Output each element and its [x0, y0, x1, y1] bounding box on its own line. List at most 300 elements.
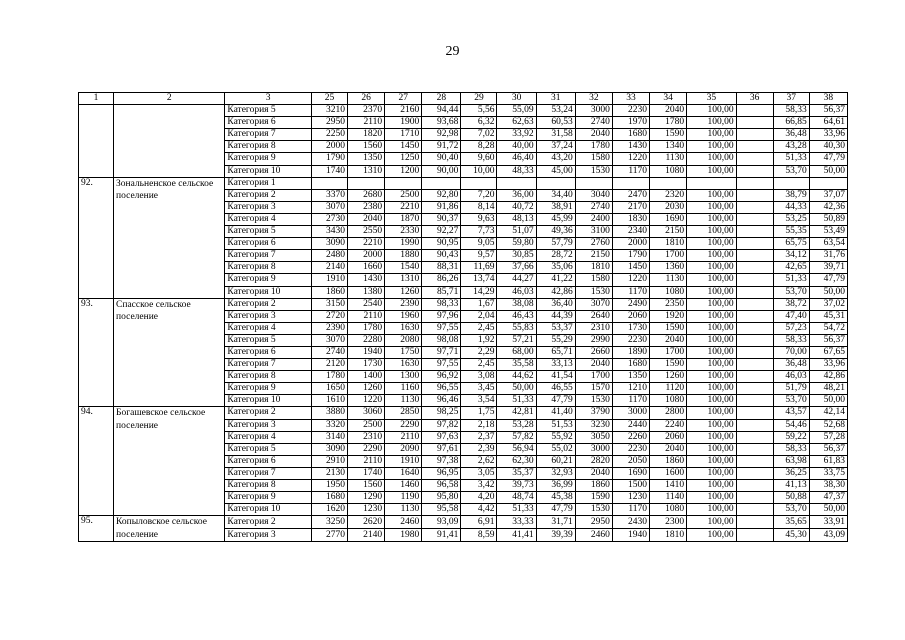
- value-cell: 100,00: [687, 226, 736, 238]
- value-cell: 1260: [650, 371, 687, 383]
- value-cell: 48,33: [497, 165, 536, 177]
- value-cell: 1140: [650, 492, 687, 504]
- value-cell: 53,70: [773, 286, 809, 298]
- value-cell: 1580: [575, 153, 612, 165]
- value-cell: 9,05: [461, 238, 497, 250]
- value-cell: 33,75: [809, 467, 847, 479]
- value-cell: 41,40: [536, 407, 575, 419]
- column-header: 32: [575, 93, 612, 105]
- value-cell: 9,63: [461, 213, 497, 225]
- value-cell: 98,08: [422, 334, 461, 346]
- value-cell: 61,83: [809, 455, 847, 467]
- value-cell: 1640: [385, 467, 422, 479]
- value-cell: [736, 334, 773, 346]
- value-cell: [736, 129, 773, 141]
- category-cell: Категория 6: [225, 238, 312, 250]
- value-cell: 43,57: [773, 407, 809, 419]
- value-cell: 54,72: [809, 322, 847, 334]
- value-cell: 2040: [650, 443, 687, 455]
- value-cell: 2040: [348, 213, 385, 225]
- value-cell: 2230: [612, 105, 649, 117]
- value-cell: 100,00: [687, 407, 736, 419]
- value-cell: 1680: [311, 492, 347, 504]
- value-cell: 1810: [575, 262, 612, 274]
- value-cell: 41,41: [497, 529, 536, 542]
- value-cell: 1300: [385, 371, 422, 383]
- value-cell: 3000: [575, 105, 612, 117]
- value-cell: 100,00: [687, 359, 736, 371]
- value-cell: [385, 177, 422, 189]
- value-cell: 92,98: [422, 129, 461, 141]
- value-cell: 88,31: [422, 262, 461, 274]
- value-cell: 1450: [612, 262, 649, 274]
- value-cell: 2460: [385, 516, 422, 529]
- value-cell: 33,96: [809, 129, 847, 141]
- value-cell: 2550: [348, 226, 385, 238]
- value-cell: 1650: [311, 383, 347, 395]
- category-cell: Категория 5: [225, 105, 312, 117]
- value-cell: 53,70: [773, 504, 809, 516]
- column-header: 31: [536, 93, 575, 105]
- value-cell: 50,89: [809, 213, 847, 225]
- value-cell: 97,61: [422, 443, 461, 455]
- value-cell: 1350: [348, 153, 385, 165]
- value-cell: 2240: [650, 419, 687, 431]
- value-cell: [736, 177, 773, 189]
- value-cell: 1910: [385, 455, 422, 467]
- column-header: 25: [311, 93, 347, 105]
- value-cell: 55,02: [536, 443, 575, 455]
- value-cell: [497, 177, 536, 189]
- value-cell: 51,33: [497, 395, 536, 407]
- value-cell: 50,00: [497, 383, 536, 395]
- value-cell: 2000: [311, 141, 347, 153]
- value-cell: 68,00: [497, 346, 536, 358]
- value-cell: [461, 177, 497, 189]
- value-cell: 2000: [348, 250, 385, 262]
- column-header: 28: [422, 93, 461, 105]
- value-cell: [736, 213, 773, 225]
- category-cell: Категория 4: [225, 431, 312, 443]
- value-cell: 1740: [311, 165, 347, 177]
- value-cell: 36,00: [497, 189, 536, 201]
- value-cell: 39,39: [536, 529, 575, 542]
- value-cell: 2040: [650, 105, 687, 117]
- value-cell: [736, 274, 773, 286]
- value-cell: 2470: [612, 189, 649, 201]
- value-cell: 1710: [385, 129, 422, 141]
- value-cell: 11,69: [461, 262, 497, 274]
- column-header: 33: [612, 93, 649, 105]
- value-cell: 98,25: [422, 407, 461, 419]
- value-cell: 1870: [385, 213, 422, 225]
- value-cell: 2620: [348, 516, 385, 529]
- value-cell: 100,00: [687, 153, 736, 165]
- category-cell: Категория 5: [225, 226, 312, 238]
- value-cell: 43,28: [773, 141, 809, 153]
- value-cell: 8,28: [461, 141, 497, 153]
- value-cell: 100,00: [687, 383, 736, 395]
- value-cell: 50,00: [809, 286, 847, 298]
- value-cell: 65,75: [773, 238, 809, 250]
- value-cell: 1680: [612, 129, 649, 141]
- value-cell: [736, 238, 773, 250]
- value-cell: 1350: [612, 371, 649, 383]
- column-header: 29: [461, 93, 497, 105]
- value-cell: 42,86: [536, 286, 575, 298]
- value-cell: 1170: [612, 504, 649, 516]
- value-cell: 6,91: [461, 516, 497, 529]
- value-cell: 3230: [575, 419, 612, 431]
- value-cell: 44,39: [536, 310, 575, 322]
- value-cell: 8,14: [461, 201, 497, 213]
- value-cell: 90,95: [422, 238, 461, 250]
- value-cell: 1080: [650, 504, 687, 516]
- category-cell: Категория 3: [225, 419, 312, 431]
- category-cell: Категория 5: [225, 443, 312, 455]
- value-cell: 2080: [385, 334, 422, 346]
- category-cell: Категория 7: [225, 129, 312, 141]
- value-cell: 100,00: [687, 443, 736, 455]
- value-cell: 1920: [650, 310, 687, 322]
- value-cell: 100,00: [687, 213, 736, 225]
- value-cell: 2060: [612, 310, 649, 322]
- value-cell: 1080: [650, 165, 687, 177]
- category-cell: Категория 10: [225, 395, 312, 407]
- value-cell: 1540: [385, 262, 422, 274]
- value-cell: [736, 226, 773, 238]
- category-cell: Категория 4: [225, 213, 312, 225]
- category-cell: Категория 2: [225, 189, 312, 201]
- value-cell: 53,24: [536, 105, 575, 117]
- value-cell: 57,21: [497, 334, 536, 346]
- value-cell: 3430: [311, 226, 347, 238]
- value-cell: 7,20: [461, 189, 497, 201]
- value-cell: 1830: [612, 213, 649, 225]
- value-cell: 2110: [348, 310, 385, 322]
- value-cell: 3140: [311, 431, 347, 443]
- value-cell: 1890: [612, 346, 649, 358]
- value-cell: 1910: [311, 274, 347, 286]
- value-cell: 1160: [385, 383, 422, 395]
- value-cell: 1790: [612, 250, 649, 262]
- value-cell: [736, 262, 773, 274]
- value-cell: 58,33: [773, 334, 809, 346]
- category-cell: Категория 2: [225, 516, 312, 529]
- value-cell: 53,25: [773, 213, 809, 225]
- value-cell: 2050: [612, 455, 649, 467]
- value-cell: 1610: [311, 395, 347, 407]
- settlement-index: [79, 105, 114, 178]
- value-cell: 2440: [612, 419, 649, 431]
- value-cell: 1560: [348, 480, 385, 492]
- value-cell: 45,31: [809, 310, 847, 322]
- table-row: [79, 407, 848, 419]
- value-cell: 46,55: [536, 383, 575, 395]
- value-cell: 4,20: [461, 492, 497, 504]
- value-cell: 100,00: [687, 105, 736, 117]
- value-cell: 2290: [385, 419, 422, 431]
- category-cell: Категория 8: [225, 480, 312, 492]
- value-cell: 70,00: [773, 346, 809, 358]
- value-cell: 3070: [311, 201, 347, 213]
- value-cell: 50,00: [809, 504, 847, 516]
- value-cell: 93,09: [422, 516, 461, 529]
- value-cell: 37,24: [536, 141, 575, 153]
- category-cell: Категория 7: [225, 359, 312, 371]
- value-cell: 1530: [575, 395, 612, 407]
- value-cell: 40,72: [497, 201, 536, 213]
- value-cell: 2250: [311, 129, 347, 141]
- value-cell: 2500: [385, 189, 422, 201]
- value-cell: 2740: [311, 346, 347, 358]
- table-row: [79, 298, 848, 310]
- value-cell: 97,55: [422, 359, 461, 371]
- value-cell: [348, 177, 385, 189]
- value-cell: 55,92: [536, 431, 575, 443]
- value-cell: 100,00: [687, 238, 736, 250]
- value-cell: [736, 529, 773, 542]
- value-cell: 1970: [612, 117, 649, 129]
- value-cell: [736, 298, 773, 310]
- value-cell: 2310: [348, 431, 385, 443]
- value-cell: 1220: [612, 274, 649, 286]
- value-cell: 47,79: [809, 153, 847, 165]
- value-cell: 35,06: [536, 262, 575, 274]
- value-cell: 3250: [311, 516, 347, 529]
- value-cell: 59,22: [773, 431, 809, 443]
- value-cell: 44,33: [773, 201, 809, 213]
- value-cell: 49,36: [536, 226, 575, 238]
- value-cell: 35,65: [773, 516, 809, 529]
- value-cell: 1260: [385, 286, 422, 298]
- value-cell: 42,65: [773, 262, 809, 274]
- value-cell: 1310: [385, 274, 422, 286]
- value-cell: [736, 419, 773, 431]
- value-cell: 1560: [348, 141, 385, 153]
- value-cell: 3,05: [461, 467, 497, 479]
- value-cell: 2120: [311, 359, 347, 371]
- value-cell: 60,53: [536, 117, 575, 129]
- value-cell: 44,27: [497, 274, 536, 286]
- category-cell: Категория 2: [225, 407, 312, 419]
- value-cell: 1990: [385, 238, 422, 250]
- value-cell: 2280: [348, 334, 385, 346]
- category-cell: Категория 6: [225, 346, 312, 358]
- category-cell: Категория 6: [225, 117, 312, 129]
- value-cell: 67,65: [809, 346, 847, 358]
- column-header: 1: [79, 93, 114, 105]
- value-cell: [736, 165, 773, 177]
- value-cell: 3060: [348, 407, 385, 419]
- value-cell: 10,00: [461, 165, 497, 177]
- value-cell: 2,45: [461, 322, 497, 334]
- category-cell: Категория 9: [225, 153, 312, 165]
- value-cell: 1220: [612, 153, 649, 165]
- value-cell: 1860: [650, 455, 687, 467]
- value-cell: 1590: [650, 359, 687, 371]
- value-cell: 1780: [575, 141, 612, 153]
- category-cell: Категория 10: [225, 286, 312, 298]
- category-cell: Категория 10: [225, 504, 312, 516]
- value-cell: 55,35: [773, 226, 809, 238]
- table-row: [79, 177, 848, 189]
- value-cell: 96,46: [422, 395, 461, 407]
- value-cell: 100,00: [687, 274, 736, 286]
- value-cell: 38,79: [773, 189, 809, 201]
- value-cell: 97,63: [422, 431, 461, 443]
- value-cell: 48,74: [497, 492, 536, 504]
- value-cell: 3040: [575, 189, 612, 201]
- value-cell: 37,07: [809, 189, 847, 201]
- value-cell: 2910: [311, 455, 347, 467]
- value-cell: 2290: [348, 443, 385, 455]
- value-cell: 1780: [311, 371, 347, 383]
- value-cell: 63,54: [809, 238, 847, 250]
- settlement-index: 95.: [79, 516, 114, 542]
- value-cell: 14,29: [461, 286, 497, 298]
- value-cell: 100,00: [687, 201, 736, 213]
- value-cell: 3880: [311, 407, 347, 419]
- value-cell: 100,00: [687, 346, 736, 358]
- value-cell: 46,40: [497, 153, 536, 165]
- value-cell: [736, 371, 773, 383]
- value-cell: 100,00: [687, 431, 736, 443]
- value-cell: 1170: [612, 165, 649, 177]
- category-cell: Категория 9: [225, 383, 312, 395]
- value-cell: 1080: [650, 286, 687, 298]
- value-cell: 96,58: [422, 480, 461, 492]
- value-cell: 45,38: [536, 492, 575, 504]
- value-cell: 2460: [575, 529, 612, 542]
- value-cell: 62,63: [497, 117, 536, 129]
- value-cell: 39,71: [809, 262, 847, 274]
- value-cell: 2160: [385, 105, 422, 117]
- value-cell: 100,00: [687, 189, 736, 201]
- value-cell: 2040: [575, 359, 612, 371]
- value-cell: 33,96: [809, 359, 847, 371]
- value-cell: 60,21: [536, 455, 575, 467]
- value-cell: 2850: [385, 407, 422, 419]
- value-cell: [422, 177, 461, 189]
- value-cell: 2330: [385, 226, 422, 238]
- value-cell: 2950: [311, 117, 347, 129]
- value-cell: 2480: [311, 250, 347, 262]
- page-number: 29: [445, 44, 460, 59]
- value-cell: 1880: [385, 250, 422, 262]
- value-cell: 2,04: [461, 310, 497, 322]
- value-cell: 48,21: [809, 383, 847, 395]
- settlement-index: 93.: [79, 298, 114, 407]
- value-cell: 1170: [612, 286, 649, 298]
- value-cell: 100,00: [687, 371, 736, 383]
- value-cell: 1220: [348, 395, 385, 407]
- category-cell: Категория 10: [225, 165, 312, 177]
- value-cell: 1410: [650, 480, 687, 492]
- value-cell: 1940: [348, 346, 385, 358]
- value-cell: 47,40: [773, 310, 809, 322]
- value-cell: 2150: [650, 226, 687, 238]
- category-cell: Категория 6: [225, 455, 312, 467]
- category-cell: Категория 3: [225, 310, 312, 322]
- category-cell: Категория 2: [225, 298, 312, 310]
- value-cell: 2140: [311, 262, 347, 274]
- settlement-name: [114, 105, 225, 178]
- value-cell: 46,03: [497, 286, 536, 298]
- value-cell: 46,43: [497, 310, 536, 322]
- value-cell: [612, 177, 649, 189]
- value-cell: 90,00: [422, 165, 461, 177]
- value-cell: 2680: [348, 189, 385, 201]
- value-cell: [736, 516, 773, 529]
- value-cell: 2370: [348, 105, 385, 117]
- value-cell: 3,45: [461, 383, 497, 395]
- value-cell: 2,18: [461, 419, 497, 431]
- value-cell: 8,59: [461, 529, 497, 542]
- value-cell: 2720: [311, 310, 347, 322]
- value-cell: 98,33: [422, 298, 461, 310]
- value-cell: 53,28: [497, 419, 536, 431]
- value-cell: 1450: [385, 141, 422, 153]
- settlement-name: Богашевское сельское поселение: [114, 407, 225, 516]
- value-cell: 50,88: [773, 492, 809, 504]
- value-cell: 2170: [612, 201, 649, 213]
- value-cell: 36,99: [536, 480, 575, 492]
- value-cell: 48,13: [497, 213, 536, 225]
- value-cell: 1120: [650, 383, 687, 395]
- value-cell: 100,00: [687, 250, 736, 262]
- value-cell: 100,00: [687, 529, 736, 542]
- value-cell: 1790: [311, 153, 347, 165]
- value-cell: 2740: [575, 117, 612, 129]
- value-cell: 4,42: [461, 504, 497, 516]
- value-cell: 3,54: [461, 395, 497, 407]
- column-header: 36: [736, 93, 773, 105]
- value-cell: 31,58: [536, 129, 575, 141]
- value-cell: 37,02: [809, 298, 847, 310]
- value-cell: 95,58: [422, 504, 461, 516]
- column-header: 27: [385, 93, 422, 105]
- value-cell: 41,13: [773, 480, 809, 492]
- value-cell: [736, 492, 773, 504]
- value-cell: 55,29: [536, 334, 575, 346]
- value-cell: [736, 455, 773, 467]
- value-cell: [736, 359, 773, 371]
- value-cell: 97,82: [422, 419, 461, 431]
- value-cell: 38,08: [497, 298, 536, 310]
- value-cell: [736, 431, 773, 443]
- value-cell: 1590: [575, 492, 612, 504]
- value-cell: 100,00: [687, 322, 736, 334]
- value-cell: 1700: [650, 250, 687, 262]
- value-cell: 100,00: [687, 310, 736, 322]
- settlement-index: 92.: [79, 177, 114, 298]
- settlement-index: 94.: [79, 407, 114, 516]
- value-cell: 32,93: [536, 467, 575, 479]
- value-cell: 1630: [385, 359, 422, 371]
- value-cell: 100,00: [687, 298, 736, 310]
- value-cell: 100,00: [687, 334, 736, 346]
- value-cell: 86,26: [422, 274, 461, 286]
- value-cell: 46,03: [773, 371, 809, 383]
- value-cell: 2820: [575, 455, 612, 467]
- value-cell: [736, 407, 773, 419]
- value-cell: 45,99: [536, 213, 575, 225]
- value-cell: 53,70: [773, 395, 809, 407]
- value-cell: 7,73: [461, 226, 497, 238]
- value-cell: 3370: [311, 189, 347, 201]
- value-cell: 2000: [612, 238, 649, 250]
